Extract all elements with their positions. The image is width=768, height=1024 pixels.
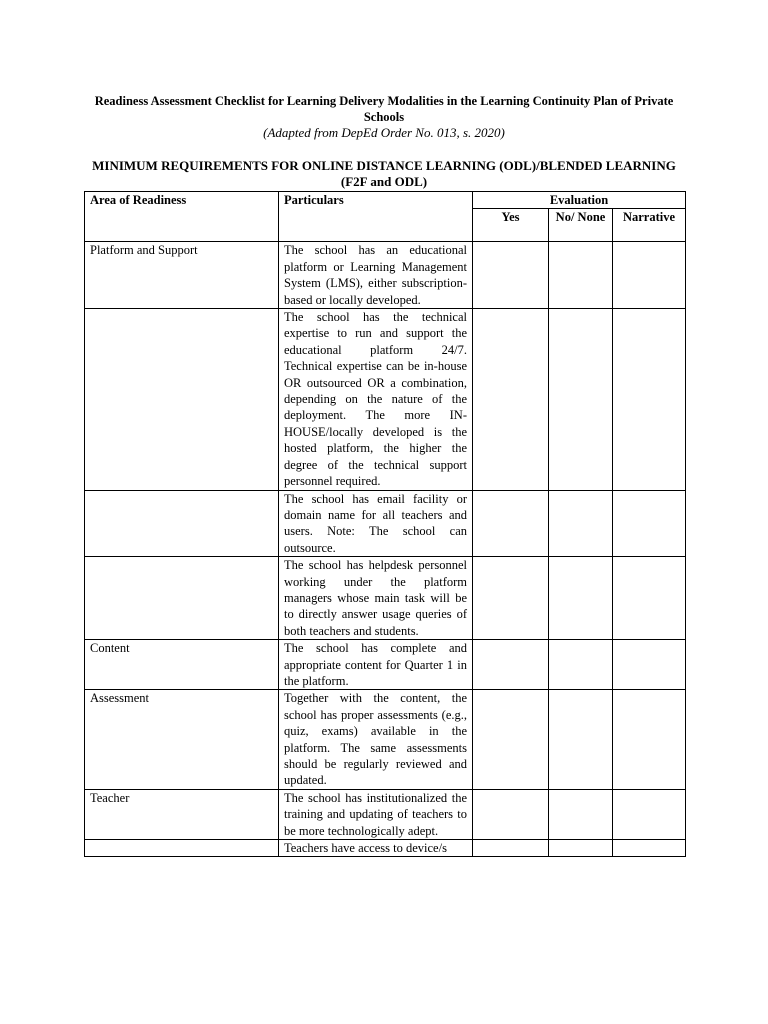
area-cell: Platform and Support <box>85 242 279 309</box>
no-none-cell[interactable] <box>549 640 613 690</box>
area-cell: Assessment <box>85 690 279 789</box>
header-yes: Yes <box>473 209 549 242</box>
narrative-cell[interactable] <box>613 640 686 690</box>
yes-cell[interactable] <box>473 309 549 490</box>
narrative-cell[interactable] <box>613 309 686 490</box>
header-particulars: Particulars <box>279 192 473 242</box>
header-no-none: No/ None <box>549 209 613 242</box>
narrative-cell[interactable] <box>613 557 686 640</box>
document-title: Readiness Assessment Checklist for Learning Delivery Modalities in the Learning Continuity Plan of Private Schools <box>94 94 674 124</box>
table-row <box>85 640 686 690</box>
table-row <box>85 840 686 857</box>
no-none-cell[interactable] <box>549 309 613 490</box>
yes-cell[interactable] <box>473 690 549 789</box>
particular-cell: Together with the content, the school has proper assessments (e.g., quiz, exams) available in the platform. The same assessments should be regularly reviewed and updated. <box>279 690 473 789</box>
yes-cell[interactable] <box>473 490 549 557</box>
particular-cell: The school has helpdesk personnel working under the platform managers whose main task will be to directly answer usage queries of both teachers and students. <box>279 557 473 640</box>
yes-cell[interactable] <box>473 840 549 857</box>
particular-cell: The school has institutionalized the training and updating of teachers to be more technologically adept. <box>279 789 473 839</box>
area-cell <box>85 557 279 640</box>
yes-cell[interactable] <box>473 640 549 690</box>
no-none-cell[interactable] <box>549 490 613 557</box>
header-evaluation: Evaluation <box>473 192 686 209</box>
table-header-row <box>85 192 686 209</box>
narrative-cell[interactable] <box>613 242 686 309</box>
area-cell: Content <box>85 640 279 690</box>
yes-cell[interactable] <box>473 242 549 309</box>
no-none-cell[interactable] <box>549 690 613 789</box>
no-none-cell[interactable] <box>549 557 613 640</box>
particular-cell: The school has complete and appropriate content for Quarter 1 in the platform. <box>279 640 473 690</box>
area-cell <box>85 490 279 557</box>
header-area-of-readiness: Area of Readiness <box>85 192 279 242</box>
readiness-checklist-table <box>84 191 686 857</box>
yes-cell[interactable] <box>473 557 549 640</box>
no-none-cell[interactable] <box>549 789 613 839</box>
document-subtitle: (Adapted from DepEd Order No. 013, s. 2020) <box>263 125 505 140</box>
table-row <box>85 242 686 309</box>
table-row <box>85 309 686 490</box>
table-row <box>85 690 686 789</box>
no-none-cell[interactable] <box>549 840 613 857</box>
yes-cell[interactable] <box>473 789 549 839</box>
particular-cell: Teachers have access to device/s <box>279 840 473 857</box>
area-cell: Teacher <box>85 789 279 839</box>
narrative-cell[interactable] <box>613 690 686 789</box>
table-row <box>85 490 686 557</box>
area-cell <box>85 840 279 857</box>
particular-cell: The school has an educational platform or Learning Management System (LMS), either subscription-based or locally developed. <box>279 242 473 309</box>
particular-cell: The school has email facility or domain name for all teachers and users. Note: The school can outsource. <box>279 490 473 557</box>
section-heading: MINIMUM REQUIREMENTS FOR ONLINE DISTANCE LEARNING (ODL)/BLENDED LEARNING (F2F and ODL) <box>92 158 676 189</box>
narrative-cell[interactable] <box>613 789 686 839</box>
no-none-cell[interactable] <box>549 242 613 309</box>
area-cell <box>85 309 279 490</box>
particular-cell: The school has the technical expertise to run and support the educational platform 24/7. Technical expertise can be in-house OR outsourced OR a combination, depending on the nature of the deployment. The more IN-HOUSE/locally developed is the hosted platform, the higher the degree of the technical support personnel required. <box>279 309 473 490</box>
header-narrative: Narrative <box>613 209 686 242</box>
narrative-cell[interactable] <box>613 840 686 857</box>
table-row <box>85 557 686 640</box>
narrative-cell[interactable] <box>613 490 686 557</box>
table-row <box>85 789 686 839</box>
